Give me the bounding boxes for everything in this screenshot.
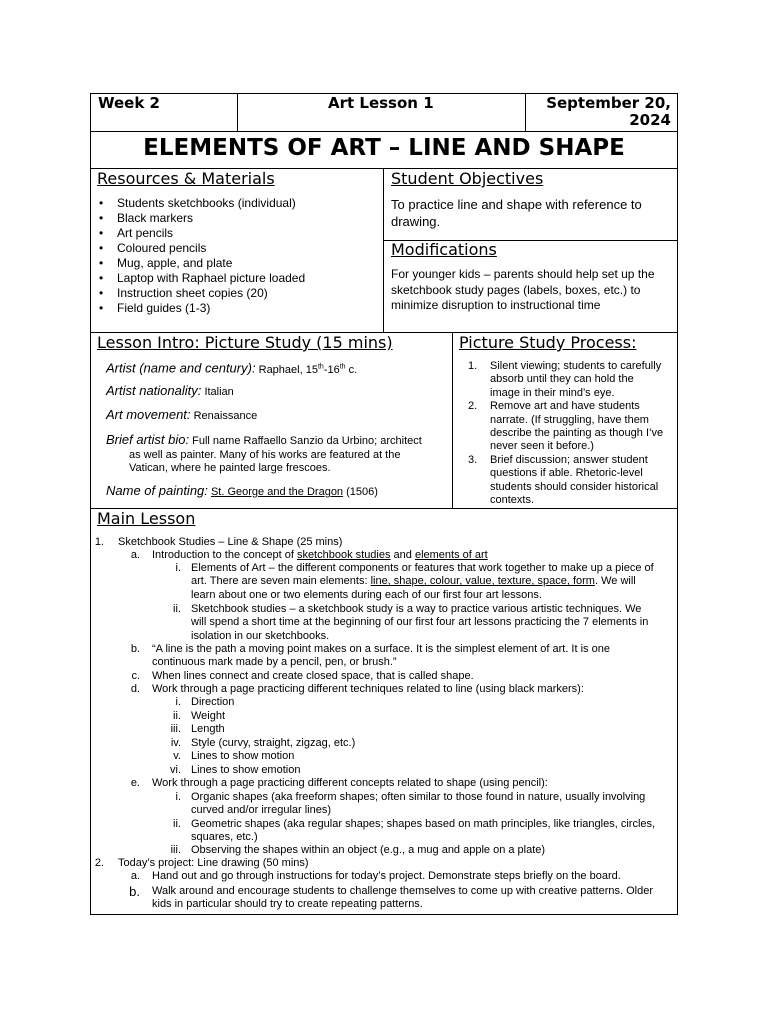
bio-line-1: Full name Raffaello Sanzio da Urbino; architect [192, 435, 422, 447]
painting-label: Name of painting: [106, 483, 208, 498]
line-technique-item: i. Direction [175, 696, 235, 708]
resource-item: • Mug, apple, and plate [97, 256, 377, 271]
nationality-row [106, 384, 446, 400]
line-technique-item: iii. Length [170, 723, 225, 736]
resource-item: • Coloured pencils [97, 241, 377, 256]
modifications-text: For younger kids – parents should help set up the sketchbook study pages (labels, boxes, etc.) to minimize disruption to instructional time [391, 267, 655, 312]
nationality-value: Italian [204, 386, 234, 398]
bio-line-3: Vatican, where he painted large frescoes. [129, 462, 331, 474]
main-item-1c: c. When lines connect and create closed space, that is called shape. [131, 670, 474, 682]
painting-title: St. George and the Dragon [210, 486, 344, 498]
artist-label: Artist (name and century): [106, 360, 256, 376]
bio-label: Brief artist bio: [106, 432, 190, 447]
painting-row [106, 484, 446, 500]
objectives-text: To practice line and shape with reference to drawing. [391, 197, 642, 229]
resource-item: • Instruction sheet copies (20) [97, 286, 377, 301]
main-item-2: 2. Today’s project: Line drawing (50 mins) [94, 857, 309, 869]
main-item-1: 1. Sketchbook Studies – Line & Shape (25 mins) [94, 536, 343, 548]
header-divider-2 [525, 93, 526, 131]
line-technique-item: v. Lines to show motion [173, 750, 295, 763]
main-item-1e: e. Work through a page practicing different concepts related to shape (using pencil): [130, 777, 548, 789]
process-list [464, 360, 684, 507]
main-item-1a-ii: ii. Sketchbook studies – a sketchbook study is a way to practice various artistic techniques. We will spend a short time at the beginning of our first four art lessons practicing the 7 elements in isolation in our sketchbooks. [173, 603, 649, 642]
objectives-heading: Student Objectives [391, 169, 544, 188]
week-label: Week 2 [98, 94, 160, 112]
painting-year: (1506) [346, 486, 378, 498]
main-item-1a-i: i. Elements of Art – the different components or features that work together to make up a piece of art. There are seven main elements: line, shape, colour, value, texture, space, form. We will learn about one or two elements during each of our first four art lessons. [175, 562, 654, 601]
resources-heading: Resources & Materials [97, 169, 275, 188]
process-step: 2. Remove art and have students narrate. (If struggling, have them describe the painting as though I’ve never seen it before.) [468, 400, 664, 453]
date-line-2: 2024 [629, 111, 671, 129]
line-technique-item: ii. Weight [173, 709, 226, 722]
movement-label: Art movement: [106, 407, 191, 422]
main-item-1a: a. Introduction to the concept of sketchbook studies and elements of art [130, 549, 488, 561]
artist-row [106, 360, 446, 377]
main-item-1e-i: i. Organic shapes (aka freeform shapes; often similar to those found in nature, usually involving curved and/or irregular lines) [175, 791, 646, 817]
process-heading: Picture Study Process: [459, 333, 637, 352]
lesson-label: Art Lesson 1 [328, 94, 434, 112]
main-item-2b: b. Walk around and encourage students to challenge themselves to come up with creative patterns. Older kids in particular should try to create repeating patterns. [129, 884, 653, 911]
resource-item: • Field guides (1-3) [97, 301, 377, 316]
nationality-label: Artist nationality: [106, 383, 202, 398]
main-item-1e-iii: iii. Observing the shapes within an object (e.g., a mug and apple on a plate) [170, 844, 546, 856]
main-heading: Main Lesson [97, 509, 196, 528]
movement-row [106, 408, 446, 424]
modifications-heading: Modifications [391, 240, 497, 259]
date-line-1: September 20, [546, 94, 671, 112]
resources-divider [383, 168, 384, 332]
movement-value: Renaissance [193, 410, 258, 422]
header-bottom-rule [90, 131, 678, 132]
bio-row [106, 433, 446, 476]
page-title: ELEMENTS OF ART – LINE AND SHAPE [143, 135, 625, 161]
resources-list [97, 196, 377, 316]
intro-heading: Lesson Intro: Picture Study (15 mins) [97, 333, 393, 352]
main-item-1d: d. Work through a page practicing different techniques related to line (using black markers): [130, 683, 584, 695]
process-step: 1. Silent viewing; students to carefully absorb until they can hold the image in their mind’s eye. [468, 360, 662, 399]
main-item-1e-ii: ii. Geometric shapes (aka regular shapes; shapes based on math principles, like triangles, circles, squares, etc.) [173, 818, 656, 844]
artist-value: Raphael, 15th-16th c. [258, 363, 358, 376]
line-technique-item: vi. Lines to show emotion [170, 764, 301, 776]
bio-line-2: as well as painter. Many of his works are featured at the [129, 448, 401, 461]
process-step: 3. Brief discussion; answer student questions if able. Rhetoric-level students should consider historical contexts. [468, 453, 659, 507]
resource-item: • Art pencils [97, 226, 377, 241]
resource-item: • Students sketchbooks (individual) [97, 196, 377, 211]
main-item-2a: a. Hand out and go through instructions for today’s project. Demonstrate steps briefly on the board. [130, 870, 621, 882]
resource-item: • Laptop with Raphael picture loaded [97, 271, 377, 286]
line-technique-item: iv. Style (curvy, straight, zigzag, etc.) [170, 736, 356, 749]
header-divider-1 [237, 93, 238, 131]
main-item-1b: b. “A line is the path a moving point makes on a surface. It is the simplest element of art. It is one continuous mark made by a pencil, pen, or brush.” [130, 643, 610, 669]
resource-item: • Black markers [97, 211, 377, 226]
intro-divider [452, 332, 453, 508]
